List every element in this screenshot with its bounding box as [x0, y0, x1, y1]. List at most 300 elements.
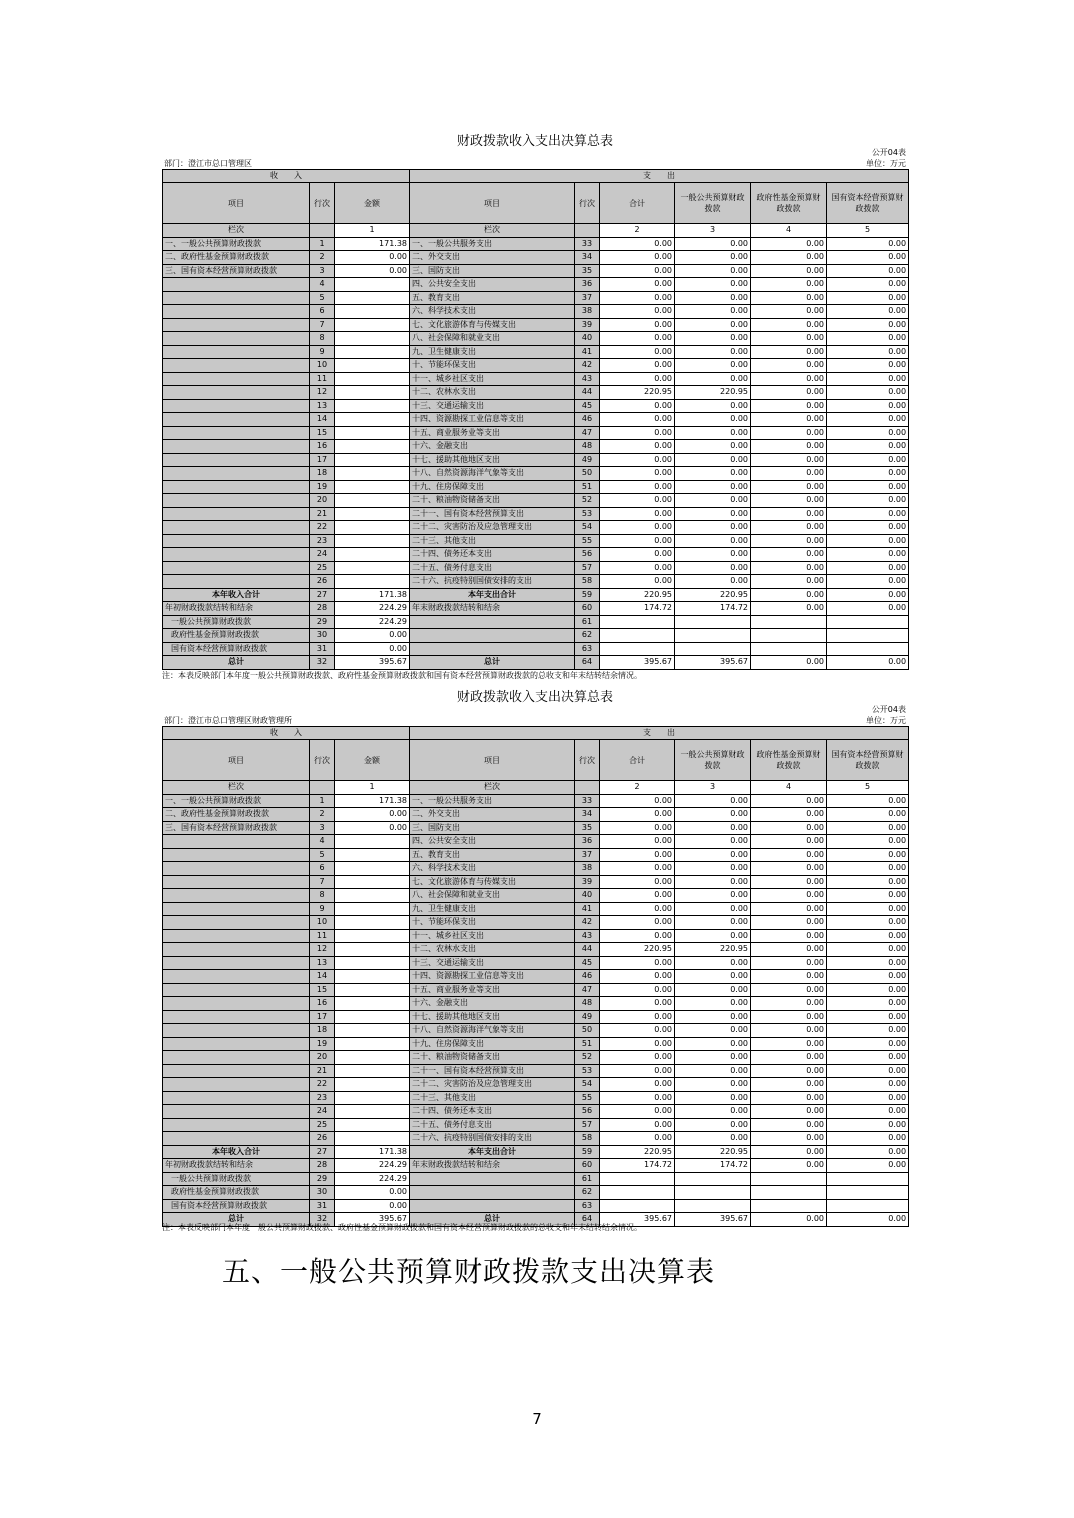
expense-general-value: 0.00: [675, 575, 751, 589]
expense-total-value: 0.00: [600, 835, 675, 849]
expense-general-value: 0.00: [675, 440, 751, 454]
expense-fund-value: 0.00: [751, 875, 827, 889]
expense-state-value: 0.00: [827, 1159, 909, 1173]
expense-row-no: 64: [575, 656, 600, 670]
col-rowno-header: 行次: [310, 740, 335, 781]
expense-item: 十、节能环保支出: [410, 916, 575, 930]
income-amount: [335, 521, 410, 535]
income-item: [163, 916, 310, 930]
table-row: [163, 916, 909, 930]
income-item: 二、政府性基金预算财政拨款: [163, 251, 310, 265]
col-label: 栏次: [163, 781, 310, 795]
expense-general-value: 0.00: [675, 1064, 751, 1078]
table-block-1: [162, 130, 908, 685]
expense-row-no: 59: [575, 588, 600, 602]
expense-general-value: 0.00: [675, 453, 751, 467]
expense-state-value: [827, 1199, 909, 1213]
expense-total-value: 0.00: [600, 1132, 675, 1146]
expense-row-no: 56: [575, 1105, 600, 1119]
expense-fund-value: 0.00: [751, 548, 827, 562]
expense-state-value: 0.00: [827, 534, 909, 548]
income-row-no: 17: [310, 453, 335, 467]
expense-fund-value: 0.00: [751, 1091, 827, 1105]
unit-label: 单位：万元: [866, 159, 906, 168]
income-row-no: 30: [310, 1186, 335, 1200]
table-row: [163, 399, 909, 413]
expense-row-no: 47: [575, 983, 600, 997]
expense-row-no: 50: [575, 1024, 600, 1038]
expense-general-value: 0.00: [675, 835, 751, 849]
col-rowno-header: 行次: [575, 183, 600, 224]
expense-item: 十八、自然资源海洋气象等支出: [410, 467, 575, 481]
expense-fund-value: 0.00: [751, 1024, 827, 1038]
expense-state-value: 0.00: [827, 1064, 909, 1078]
col-label: 栏次: [410, 781, 575, 795]
income-item: [163, 862, 310, 876]
expense-fund-value: 0.00: [751, 1037, 827, 1051]
expense-total-value: 0.00: [600, 318, 675, 332]
expense-state-value: 0.00: [827, 561, 909, 575]
expense-general-value: 0.00: [675, 916, 751, 930]
expense-total-value: 0.00: [600, 399, 675, 413]
income-amount: [335, 1118, 410, 1132]
expense-general-value: 0.00: [675, 521, 751, 535]
col-rowno-header: 行次: [575, 740, 600, 781]
expense-item: [410, 642, 575, 656]
income-row-no: 26: [310, 575, 335, 589]
expense-total-value: 220.95: [600, 943, 675, 957]
expense-row-no: 56: [575, 548, 600, 562]
expense-row-no: 38: [575, 862, 600, 876]
expense-row-no: 37: [575, 291, 600, 305]
income-amount: 0.00: [335, 1199, 410, 1213]
table-row: [163, 291, 909, 305]
expense-total-value: 0.00: [600, 413, 675, 427]
expense-item: 四、公共安全支出: [410, 835, 575, 849]
table-row: [163, 1159, 909, 1173]
table-row: [163, 1091, 909, 1105]
expense-item: 十五、商业服务业等支出: [410, 426, 575, 440]
expense-row-no: 57: [575, 561, 600, 575]
table-title: 财政拨款收入支出决算总表: [456, 134, 613, 149]
expense-total-value: 0.00: [600, 956, 675, 970]
expense-row-no: 62: [575, 1186, 600, 1200]
income-amount: [335, 507, 410, 521]
expense-fund-value: [751, 629, 827, 643]
income-row-no: 25: [310, 561, 335, 575]
income-amount: 171.38: [335, 237, 410, 251]
col-number: 4: [751, 781, 827, 795]
income-row-no: 8: [310, 889, 335, 903]
expense-total-value: 0.00: [600, 440, 675, 454]
income-amount: [335, 453, 410, 467]
income-amount: [335, 862, 410, 876]
expense-state-value: 0.00: [827, 1213, 909, 1227]
income-item: [163, 943, 310, 957]
table-head: [163, 170, 909, 238]
expense-total-value: [600, 1172, 675, 1186]
expense-state-value: 0.00: [827, 1078, 909, 1092]
income-amount: [335, 1132, 410, 1146]
expense-state-value: 0.00: [827, 929, 909, 943]
expense-item: 二十五、债务付息支出: [410, 1118, 575, 1132]
expense-total-value: 0.00: [600, 808, 675, 822]
expense-item: 二十一、国有资本经营预算支出: [410, 1064, 575, 1078]
expense-row-no: 37: [575, 848, 600, 862]
expense-total-value: [600, 615, 675, 629]
income-row-no: 17: [310, 1010, 335, 1024]
table-row: [163, 507, 909, 521]
table-row: [163, 970, 909, 984]
expense-general-value: 220.95: [675, 943, 751, 957]
expense-row-no: 34: [575, 808, 600, 822]
income-item: [163, 548, 310, 562]
table-row: [163, 494, 909, 508]
expense-state-value: 0.00: [827, 345, 909, 359]
expense-fund-value: 0.00: [751, 1078, 827, 1092]
col-item-header: 项目: [163, 740, 310, 781]
col-item-header: 项目: [410, 183, 575, 224]
income-row-no: 4: [310, 278, 335, 292]
income-row-no: 29: [310, 1172, 335, 1186]
expense-fund-value: 0.00: [751, 507, 827, 521]
table-row: [163, 821, 909, 835]
income-row-no: 32: [310, 1213, 335, 1227]
income-amount: 0.00: [335, 808, 410, 822]
income-item: 年初财政拨款结转和结余: [163, 602, 310, 616]
col-rowno-header: 行次: [310, 183, 335, 224]
expense-item: 本年支出合计: [410, 588, 575, 602]
table-row: [163, 602, 909, 616]
income-row-no: 21: [310, 1064, 335, 1078]
expense-fund-value: 0.00: [751, 862, 827, 876]
expense-state-value: 0.00: [827, 453, 909, 467]
expense-fund-value: 0.00: [751, 1064, 827, 1078]
income-row-no: 22: [310, 521, 335, 535]
income-item: [163, 386, 310, 400]
expense-state-value: 0.00: [827, 1010, 909, 1024]
expense-general-value: 220.95: [675, 386, 751, 400]
expense-total-value: 0.00: [600, 916, 675, 930]
income-item: 政府性基金预算财政拨款: [163, 629, 310, 643]
income-amount: 0.00: [335, 264, 410, 278]
expense-total-value: 0.00: [600, 1037, 675, 1051]
expense-item: 五、教育支出: [410, 291, 575, 305]
expense-item: [410, 615, 575, 629]
income-row-no: 27: [310, 588, 335, 602]
expense-general-value: 0.00: [675, 1024, 751, 1038]
expense-row-no: 60: [575, 602, 600, 616]
income-row-no: 19: [310, 480, 335, 494]
expense-total-value: 0.00: [600, 251, 675, 265]
expense-fund-value: [751, 642, 827, 656]
expense-fund-value: 0.00: [751, 278, 827, 292]
expense-state-value: 0.00: [827, 372, 909, 386]
income-item: [163, 480, 310, 494]
expense-fund-value: 0.00: [751, 983, 827, 997]
table-body: [163, 794, 909, 1226]
expense-row-no: 60: [575, 1159, 600, 1173]
expense-row-no: 47: [575, 426, 600, 440]
table-body: [163, 237, 909, 669]
income-amount: [335, 413, 410, 427]
expense-fund-value: 0.00: [751, 808, 827, 822]
expense-total-value: 0.00: [600, 561, 675, 575]
income-row-no: 10: [310, 359, 335, 373]
blank-cell: [310, 781, 335, 795]
expense-state-value: 0.00: [827, 916, 909, 930]
expense-row-no: 48: [575, 440, 600, 454]
col-number: 2: [600, 224, 675, 238]
expense-fund-value: 0.00: [751, 521, 827, 535]
income-amount: [335, 902, 410, 916]
table-row: [163, 1145, 909, 1159]
expense-state-value: 0.00: [827, 983, 909, 997]
expense-total-value: 0.00: [600, 548, 675, 562]
expense-state-value: 0.00: [827, 656, 909, 670]
expense-total-value: [600, 1199, 675, 1213]
form-number: 公开04表: [871, 705, 906, 714]
col-item-header: 项目: [410, 740, 575, 781]
expense-fund-value: 0.00: [751, 916, 827, 930]
expense-item: 十五、商业服务业等支出: [410, 983, 575, 997]
income-amount: [335, 916, 410, 930]
table-row: [163, 278, 909, 292]
income-row-no: 23: [310, 1091, 335, 1105]
expense-total-value: 0.00: [600, 902, 675, 916]
expense-total-value: 0.00: [600, 372, 675, 386]
income-row-no: 6: [310, 305, 335, 319]
table-row: [163, 848, 909, 862]
expense-state-value: 0.00: [827, 1132, 909, 1146]
expense-total-value: 0.00: [600, 983, 675, 997]
expense-general-value: 0.00: [675, 794, 751, 808]
income-row-no: 7: [310, 318, 335, 332]
expense-fund-value: 0.00: [751, 835, 827, 849]
expense-state-value: 0.00: [827, 291, 909, 305]
income-row-no: 26: [310, 1132, 335, 1146]
income-row-no: 16: [310, 440, 335, 454]
table-row: [163, 875, 909, 889]
expense-fund-value: 0.00: [751, 426, 827, 440]
income-item: [163, 997, 310, 1011]
table-row: [163, 1199, 909, 1213]
table-row: [163, 642, 909, 656]
income-amount: [335, 848, 410, 862]
income-item: 一般公共预算财政拨款: [163, 1172, 310, 1186]
expense-general-value: 0.00: [675, 1010, 751, 1024]
expense-total-value: [600, 1186, 675, 1200]
expense-row-no: 51: [575, 480, 600, 494]
income-row-no: 12: [310, 943, 335, 957]
expense-row-no: 64: [575, 1213, 600, 1227]
expense-state-value: 0.00: [827, 305, 909, 319]
expense-row-no: 49: [575, 1010, 600, 1024]
expense-fund-value: 0.00: [751, 345, 827, 359]
income-item: 本年收入合计: [163, 588, 310, 602]
expense-state-value: 0.00: [827, 399, 909, 413]
income-item: [163, 345, 310, 359]
table-row: [163, 1118, 909, 1132]
income-amount: [335, 983, 410, 997]
col-total-header: 合计: [600, 740, 675, 781]
expense-item: 十四、资源勘探工业信息等支出: [410, 970, 575, 984]
expense-fund-value: 0.00: [751, 588, 827, 602]
expense-item: 九、卫生健康支出: [410, 345, 575, 359]
expense-total-value: 0.00: [600, 848, 675, 862]
expense-item: 十一、城乡社区支出: [410, 372, 575, 386]
expense-item: 二十三、其他支出: [410, 1091, 575, 1105]
expense-item: 二十六、抗疫特别国债安排的支出: [410, 575, 575, 589]
income-item: [163, 1132, 310, 1146]
expense-total-value: 0.00: [600, 521, 675, 535]
expense-general-value: 0.00: [675, 956, 751, 970]
expense-general-value: 174.72: [675, 1159, 751, 1173]
income-row-no: 18: [310, 467, 335, 481]
expense-general-value: 0.00: [675, 848, 751, 862]
expense-item: 十八、自然资源海洋气象等支出: [410, 1024, 575, 1038]
expense-total-value: 0.00: [600, 1078, 675, 1092]
table-row: [163, 305, 909, 319]
expense-total-value: 220.95: [600, 386, 675, 400]
income-row-no: 5: [310, 848, 335, 862]
expense-row-no: 52: [575, 494, 600, 508]
header-row-columns: [163, 740, 909, 781]
expense-state-value: 0.00: [827, 862, 909, 876]
expense-general-value: 0.00: [675, 902, 751, 916]
expense-row-no: 54: [575, 1078, 600, 1092]
expense-general-value: 0.00: [675, 318, 751, 332]
expense-item: 二、外交支出: [410, 251, 575, 265]
expense-fund-value: [751, 1172, 827, 1186]
income-row-no: 13: [310, 399, 335, 413]
expense-total-value: 0.00: [600, 264, 675, 278]
income-item: [163, 467, 310, 481]
expense-fund-value: [751, 1199, 827, 1213]
table-note: 注：本表反映部门本年度一般公共预算财政拨款、政府性基金预算财政拨款和国有资本经营预算财政拨款的总收支和年末结转结余情况。: [162, 1223, 642, 1232]
expense-state-value: 0.00: [827, 440, 909, 454]
expense-state-value: [827, 642, 909, 656]
expense-row-no: 44: [575, 943, 600, 957]
expense-row-no: 59: [575, 1145, 600, 1159]
expense-general-value: 0.00: [675, 997, 751, 1011]
expense-item: 本年支出合计: [410, 1145, 575, 1159]
expense-state-value: 0.00: [827, 386, 909, 400]
expense-general-value: 0.00: [675, 426, 751, 440]
expense-item: 年末财政拨款结转和结余: [410, 602, 575, 616]
table-row: [163, 629, 909, 643]
income-row-no: 28: [310, 602, 335, 616]
expense-general-value: 0.00: [675, 821, 751, 835]
income-item: [163, 1078, 310, 1092]
table-row: [163, 372, 909, 386]
income-row-no: 11: [310, 929, 335, 943]
expense-fund-value: 0.00: [751, 943, 827, 957]
income-item: [163, 1118, 310, 1132]
income-item: [163, 372, 310, 386]
income-row-no: 20: [310, 494, 335, 508]
expense-state-value: 0.00: [827, 602, 909, 616]
expense-item: 三、国防支出: [410, 264, 575, 278]
expense-fund-value: 0.00: [751, 656, 827, 670]
expense-item: 十三、交通运输支出: [410, 956, 575, 970]
expense-fund-value: 0.00: [751, 264, 827, 278]
expense-row-no: 55: [575, 1091, 600, 1105]
income-header: 收 入: [163, 727, 410, 740]
expense-total-value: 0.00: [600, 237, 675, 251]
expense-general-value: 0.00: [675, 399, 751, 413]
expense-fund-value: [751, 615, 827, 629]
expense-general-value: 0.00: [675, 862, 751, 876]
expense-state-value: 0.00: [827, 251, 909, 265]
expense-general-value: 0.00: [675, 372, 751, 386]
expense-item: 一、一般公共服务支出: [410, 237, 575, 251]
expense-total-value: 0.00: [600, 575, 675, 589]
col-amount-header: 金额: [335, 740, 410, 781]
expense-item: 十四、资源勘探工业信息等支出: [410, 413, 575, 427]
expense-fund-value: 0.00: [751, 1213, 827, 1227]
table-row: [163, 862, 909, 876]
income-amount: [335, 835, 410, 849]
expense-item: 十九、住房保障支出: [410, 480, 575, 494]
blank-cell: [310, 224, 335, 238]
expense-total-value: 0.00: [600, 794, 675, 808]
expense-row-no: 40: [575, 332, 600, 346]
expense-general-value: 0.00: [675, 1037, 751, 1051]
expense-fund-value: 0.00: [751, 251, 827, 265]
income-row-no: 10: [310, 916, 335, 930]
income-item: [163, 902, 310, 916]
expense-fund-value: 0.00: [751, 534, 827, 548]
income-amount: 0.00: [335, 821, 410, 835]
expense-general-value: 0.00: [675, 1118, 751, 1132]
expense-fund-value: 0.00: [751, 291, 827, 305]
income-item: 三、国有资本经营预算财政拨款: [163, 264, 310, 278]
income-row-no: 2: [310, 808, 335, 822]
expense-general-value: 0.00: [675, 889, 751, 903]
table-row: [163, 902, 909, 916]
income-amount: [335, 426, 410, 440]
expense-item: 二十二、灾害防治及应急管理支出: [410, 1078, 575, 1092]
income-row-no: 1: [310, 794, 335, 808]
income-amount: [335, 561, 410, 575]
expense-item: 十七、援助其他地区支出: [410, 1010, 575, 1024]
table-row: [163, 929, 909, 943]
income-row-no: 4: [310, 835, 335, 849]
expense-total-value: 0.00: [600, 291, 675, 305]
income-row-no: 14: [310, 970, 335, 984]
table-row: [163, 1051, 909, 1065]
expense-fund-value: 0.00: [751, 386, 827, 400]
expense-general-value: [675, 1199, 751, 1213]
income-amount: 224.29: [335, 602, 410, 616]
expense-item: 一、一般公共服务支出: [410, 794, 575, 808]
table-block-2: [162, 686, 908, 1236]
expense-fund-value: 0.00: [751, 794, 827, 808]
expense-row-no: 39: [575, 875, 600, 889]
expense-state-value: 0.00: [827, 264, 909, 278]
expense-general-value: 0.00: [675, 264, 751, 278]
expense-row-no: 52: [575, 1051, 600, 1065]
expense-row-no: 33: [575, 794, 600, 808]
income-item: [163, 1010, 310, 1024]
expense-item: [410, 1172, 575, 1186]
expense-state-value: 0.00: [827, 575, 909, 589]
expense-fund-value: 0.00: [751, 1159, 827, 1173]
income-row-no: 20: [310, 1051, 335, 1065]
table-row: [163, 318, 909, 332]
expense-item: 年末财政拨款结转和结余: [410, 1159, 575, 1173]
